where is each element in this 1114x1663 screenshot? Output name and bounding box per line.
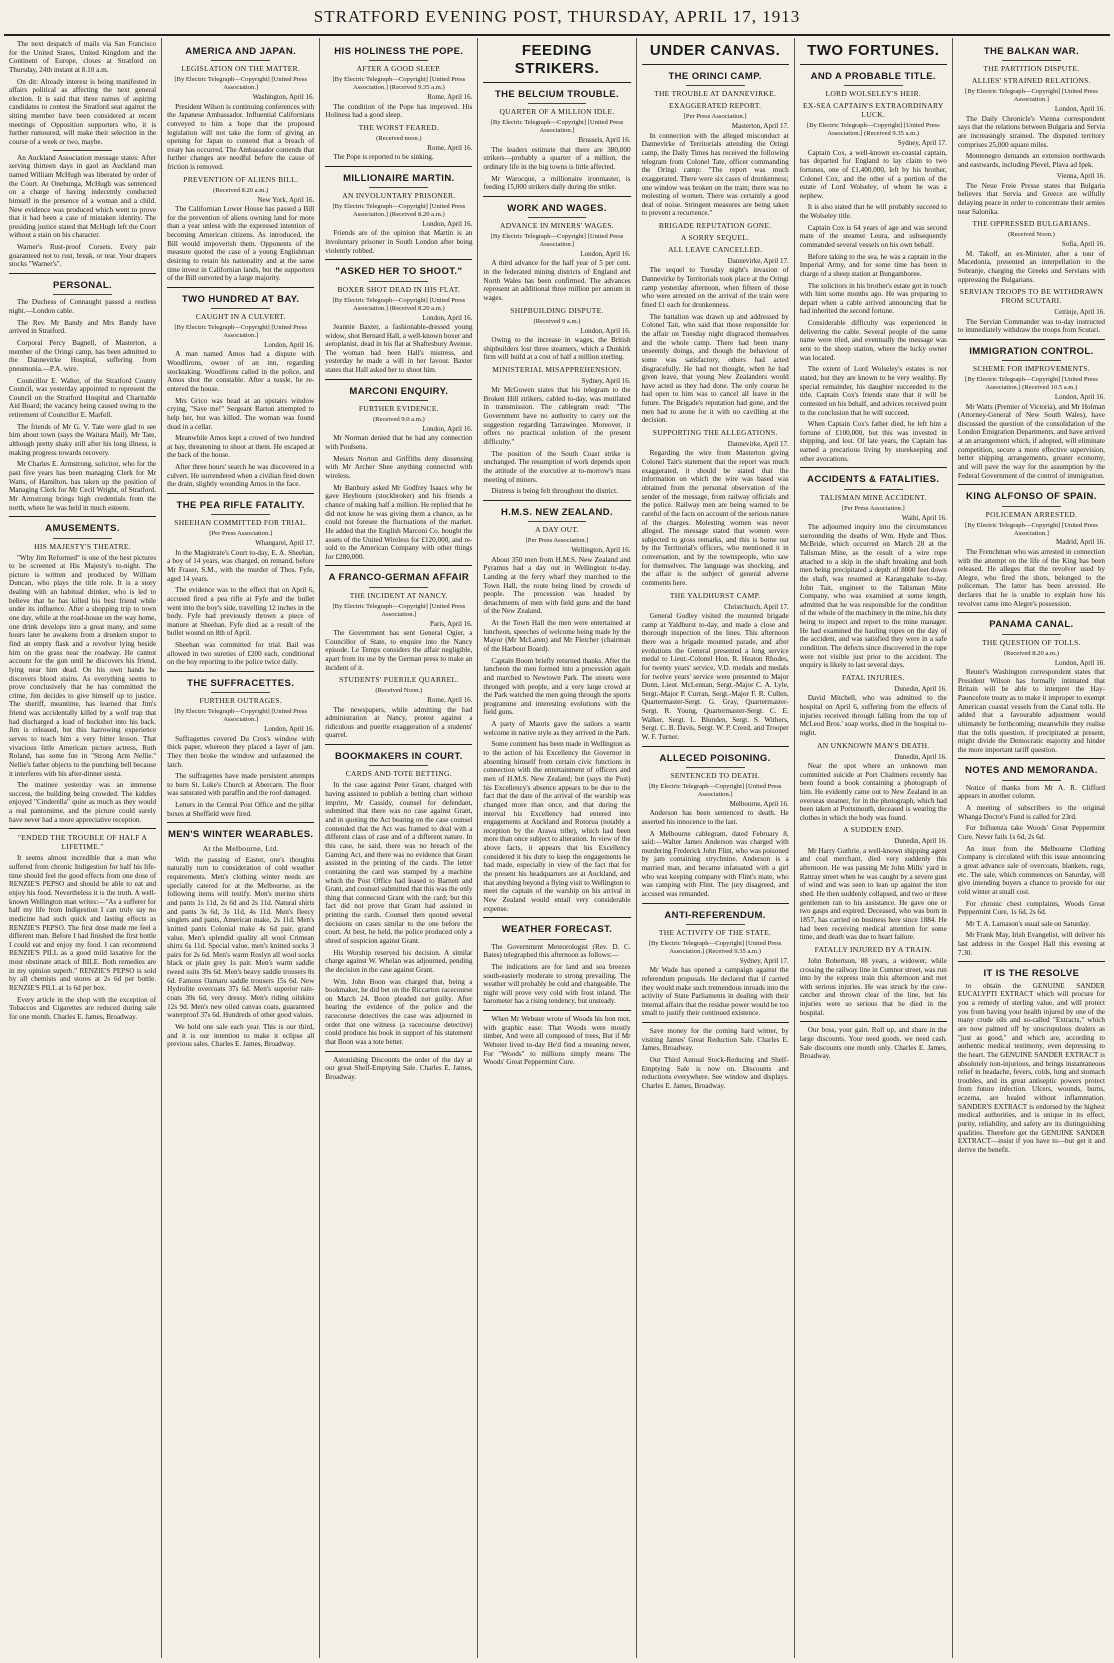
subheading: THE OPPRESSED BULGARIANS. <box>972 219 1091 229</box>
paragraph: Owing to the increase in wages, the British shipbuilders lost three steamers, which a Dunkirk firm will build at a cost of half a million sterling. <box>483 335 631 362</box>
paragraph: The evidence was to the effect that on April 6, accused fired a pea rifle at Fyfe and the bullet went into the boy's side, travelling 12 inches in the body. Fyfe had previously thrown a piece of manure at Sheehan. Fyfe died as a result of the bullet wound on 8th of April. <box>167 586 315 638</box>
credit-line: [By Electric Telegraph—Copyright] [United Press Association.] <box>174 76 308 92</box>
paragraph: Near the spot where an unknown man committed suicide at Port Chalmers recently has been found a book containing a photograph of him. He evidently came out to New Zealand in an overseas steamer, for in the photograph, which had been taken at Portsmouth, deceased is wearing the clothes in which the body was found. <box>799 761 947 822</box>
paragraph: An inset from the Melbourne Clothing Company is circulated with this issue announcing a great advance sale of overcoats, blankets, rugs, etc. The sale, which commences on Saturday, will give intending buyers a chance to provide for our cold winter at small cost. <box>957 844 1105 896</box>
paragraph: Mrs Grico was head at an upstairs window crying, "Save me!" Sergeant Barton attempted to help her, but was killed. The woman was found dead in a cellar. <box>167 396 315 431</box>
column-2 <box>162 38 320 1658</box>
received-line: (Received 8.20 a.m.) <box>1003 649 1059 657</box>
paragraph: Mr Charles E. Armstrong, solicitor, who for the past five years has been managing Clerk for Mr Watts, of Hamilton, has taken up the position of Managing Clerk for Mr Cecil Wright, of Stratford. Mr Armstrong brings high credentials from the north, where he was held in much esteem. <box>9 460 157 512</box>
paragraph: Captain Cox, a well-known ex-coastal captain, has departed for England to lay claim to two fortunes, one of £1,400,000, left by his brother, Colonel Cox, and the other of a portion of the estate of Lord Wolseley, of whom he was a nephew. <box>799 148 947 200</box>
subheading: THE PARTITION DISPUTE. <box>983 64 1080 74</box>
divider <box>686 85 745 86</box>
heading: ACCIDENTS & FATALITIES. <box>807 474 940 486</box>
paragraph: Reuter's Washington correspondent states that President Wilson has formally intimated that Britain will be able to interpret the Hay-Pauncefote treaty as to make it improper to exempt American coastal vessels from the Canal tolls. He added that a favourable adjustment would ultimately be forthcoming; meanwhile they realise that the tolls question, if precipitated at present, might divide the Democratic majority and hinder the more important tariff question. <box>957 668 1105 754</box>
divider <box>642 903 789 904</box>
divider <box>483 917 630 918</box>
paragraph: The solicitors in his brother's estate got in touch with him some months ago. He was preparing to depart when a cable arrived announcing that he had inherited the second fortune. <box>799 281 947 316</box>
heading: THE SUFFRACETTES. <box>187 678 295 689</box>
paragraph: The adjourned inquiry into the circumstances surrounding the deaths of Wm. Hyde and Thos. McBride, which occurred on March 28 at the Talisman Mine, as the result of a wire rope attached to a skip in the shaft breaking and both men being precipitated a depth of 8000 feet down the shaft, was resumed at Karangahake to-day. John Tait, engineer to the Talisman Mine Company, who was examined at some length, admitted that he was responsible for the condition of the whole of the machinery in the mine, his duty being to inspect and report to the mine manager. He had examined the hauling ropes on the day of the accident, and was satisfied they were in a safe condition. The defects since discovered in the rope were not visible just prior to the accident. The enquiry is likely to last several days. <box>799 523 947 670</box>
heading: THE ORINCI CAMP. <box>668 71 762 82</box>
dateline: Cettinje, April 16. <box>1054 308 1105 317</box>
paragraph: The Frenchman who was arrested in connection with the attempt on the life of the King has been released. He alleges that the revolver used by Alegre, who fired the shots, belonged to the policeman. The latter has been arrested. He declares that he is unable to explain how his revolver came into Alegre's possession. <box>957 547 1105 608</box>
paragraph: Save money for the coming hard winter, by visiting James' Great Reduction Sale. Charles E. James, Broadway. <box>641 1027 789 1053</box>
credit-line: [By Electric Telegraph—Copyright] [United Press Association.] (Received 8.20 a.m.) <box>332 203 466 219</box>
received-line: (Received Noon.) <box>375 687 423 695</box>
subheading: TALISMAN MINE ACCIDENT. <box>819 492 927 502</box>
subheading: AN INVOLUNTARY PRISONER. <box>342 191 456 201</box>
paragraph: His Worship reserved his decision. A similar charge against W. Whelan was adjourned, pending the decision in the case against Grant. <box>325 948 473 974</box>
paragraph: It seems almost incredible that a man who suffered from chronic Indigestion for half his life-time should feel the good effects from one dose of RENZIE'S PEPSO and should be able to eat and enjoy his food. Nevertheless it is the truth. A well-known Wellington man writes:—"As a sufferer for half my life from Indigestion I can truly say no medicine had such quick and lasting effects as RENZIE'S PEPSO. The first dose made me feel a different man. Before I had finished the first bottle I could eat and enjoy my food. I can recommend RENZIE'S PILL as a good mild laxative for the most obstinate attack of BILE. Both remedies are in my opinion superb." RENZIE'S PEPSO is sold by all chemists and stores at 2s 6d per bottle. RENZIE'S PILL at 1s 6d per box. <box>9 854 157 992</box>
divider <box>167 671 314 672</box>
dateline: Rome, April 16. <box>427 696 473 705</box>
credit-line: [By Electric Telegraph—Copyright] [United Press Association.] <box>965 521 1098 537</box>
paragraph: Mr Watts (Premier of Victoria), and Mr Holman (Attorney-General of New South Wales), have discussed the question of the consolidation of the London Emigration Departments, and have arrived at an arrangement which, if adopted, will eliminate competition, secure a more effective supervision, better shipping arrangements, greater economy, and will pave the way for the assumption by the Federal Government of the control of immigration. <box>957 402 1105 480</box>
credit-line: [By Electric Telegraph—Copyright] [United Press Association.] <box>965 88 1098 104</box>
dateline: Paris, April 16. <box>430 619 473 628</box>
subheading: THE QUESTION OF TOLLS. <box>982 637 1081 647</box>
paragraph: Mr Frank May, Irish Evangelist, will deliver his last address in the Gospel Hall this evening at 7.30. <box>957 931 1105 957</box>
subheading: At the Melbourne, Ltd. <box>202 843 279 853</box>
divider <box>528 103 587 104</box>
divider <box>167 287 314 288</box>
divider <box>483 1010 630 1011</box>
paragraph: Mr T. A. Lamason's usual sale on Saturday. <box>965 919 1091 928</box>
credit-line: [By Electric Telegraph—Copyright] [United Press Association.] (Received 10.5 a.m.) <box>965 376 1098 392</box>
divider <box>642 64 789 65</box>
heading: PERSONAL. <box>53 280 113 292</box>
divider <box>9 273 156 274</box>
heading: BOOKMAKERS IN COURT. <box>334 751 463 763</box>
column-7 <box>953 38 1110 1658</box>
banner-heading: FEEDING STRIKERS. <box>514 42 600 77</box>
paragraph: An Auckland Association message states: After serving thirteen days in gaol an Auckland man named William McHugh was liberated by order of the Court. At Onehunga, McHugh was sentenced on a charge of having indecently conducted himself in the presence of a woman and a child. New evidence was produced which went to prove that it had been a case of mistaken identity. The presiding justice stated that McHugh left the Court without a stain on his character. <box>9 153 157 240</box>
banner-heading: UNDER CANVAS. <box>649 42 781 59</box>
heading: IT IS THE RESOLVE <box>983 968 1080 980</box>
credit-line: [Per Press Association.] <box>209 530 273 538</box>
subheading: HIS MAJESTY'S THEATRE. <box>34 541 131 551</box>
dateline: London, April 16. <box>264 340 315 349</box>
divider <box>800 467 947 468</box>
paragraph: General Godley visited the mounted brigade camp at Yaldhurst to-day, and made a close and thorough inspection of the lines. This afternoon there was a brigade mounted parade, and after evolutions the General presented a long service medal to Lieut.-Colonel Hon. R. Heaton Rhodes, for twenty years' service, V.D. medals and medals for twelve years' service were presented to Major Dunn, Lieut. McLennan, Sergt.-Major C. A. Lyle, Sergt.-Major P. Curran, Sergt.-Major F. R. Cullen, Quartermaster-Sergt. G. Gray, Quartermaster-Sergt. R. Young, Quartermaster-Sergt. C. E. Walker, Sergt. L. Blunden, Sergt. S. Withers, Sergt. C. B. Davis, Sergt. W. P. Creed, and Trooper W. F. Turner. <box>641 612 789 742</box>
heading: AMERICA AND JAPAN. <box>185 46 297 57</box>
dateline: Rome, April 16. <box>427 143 473 152</box>
paragraph: About 350 men from H.M.S. New Zealand and Pyramus had a day out in Wellington to-day. Landing at the ferry wharf they marched to the Town Hall, the route being lined by crowds of people. The procession was headed by detachments of men with field guns and the band of the New Zealand. <box>483 555 631 616</box>
credit-line: [By Electric Telegraph—Copyright] [United Press Association.] (Received 8.20 a.m.) <box>332 296 466 312</box>
paragraph: The next despatch of mails via San Francisco for the United States, United Kingdom and the Continent of Europe, closes at Stratford on Thursday, 24th instant at 8.10 a.m. <box>9 40 157 74</box>
paragraph: The matinee yesterday was an immense success, the building being crowded. The kiddies enjoyed "Cinderella" quite as much as they would a real pantomime, and the picture could surely have never had a more appreciative reception. <box>9 781 157 824</box>
divider <box>211 514 270 515</box>
credit-line: [Per Press Association.] <box>525 537 589 545</box>
paragraph: Sheehan was committed for trial. Bail was allowed in two sureties of £200 each, conditional on the boy reporting to the police twice daily. <box>167 641 315 667</box>
received-line: (Received 9 a.m.) <box>533 317 581 325</box>
subheading: POLICEMAN ARRESTED. <box>985 509 1078 519</box>
paragraph: Warner's Rust-proof Corsets. Every pair guaranteed not to rust, break, or tear. Your drapers stocks "Warner's". <box>9 243 157 269</box>
dateline: Dunedin, April 16. <box>894 752 947 761</box>
divider <box>9 828 156 829</box>
divider <box>369 587 428 588</box>
subheading: ALL LEAVE CANCELLED. <box>668 245 763 255</box>
subheading: PREVENTION OF ALIENS BILL. <box>183 174 299 184</box>
dateline: Vienna, April 16. <box>1056 172 1105 181</box>
dateline: London, April 16. <box>264 725 315 734</box>
heading: MEN'S WINTER WEARABLES. <box>167 829 314 841</box>
divider <box>958 961 1105 962</box>
paragraph: Distress is being felt throughout the district. <box>491 487 618 496</box>
dateline: Dannevirke, April 17. <box>727 440 789 449</box>
dateline: Madrid, April 16. <box>1055 538 1105 547</box>
divider <box>483 500 630 501</box>
credit-line: [Per Press Association.] <box>683 113 747 121</box>
subheading: MINISTERIAL MISAPPREHENSION. <box>492 364 622 374</box>
divider <box>642 746 789 747</box>
heading: THE PEA RIFLE FATALITY. <box>176 499 305 511</box>
divider <box>686 767 745 768</box>
paragraph: For Influenza take Woods' Great Peppermint Cure. Never fails 1s 6d, 2s 6d. <box>957 824 1105 842</box>
paragraph: Suffragettes covered Du Cros's window with thick paper, whereon they placed a layer of jam. They then broke the window and unfastened the latch. <box>167 734 315 769</box>
paragraph: Councillor E. Walter, of the Stratford County Council, was yesterday appointed to represent the Council on the Stratford Hospital and Charitable Aid Board; the vacancy being caused owing to the retirement of Councillor E. Marfell. <box>9 376 157 420</box>
divider <box>958 339 1105 340</box>
paragraph: The Californian Lower House has passed a Bill for the prevention of aliens owning land for more than a year unless with the expressed intention of becoming American citizens. As introduced, the Bill would impoverish them. Opponents of the measure quoted the case of a young Englishman desiring to retain his nationality and at the same time invest in Californian lands, but the supporters of the Bill outvoted by a large majority. <box>167 205 315 283</box>
heading: H.M.S. NEW ZEALAND. <box>500 506 614 518</box>
dateline: Dunedin, April 16. <box>894 837 947 846</box>
paragraph: The battalion was drawn up and addressed by Colonel Tait, who said that those responsible for the affair on Tuesday night disgraced themselves and the whole camp. There had been many unseemly doings, and though the behaviour of some was satisfactory, others had acted disgracefully. He had not thought, when he had given leave, that young New Zealanders would have acted as they had done. The only course he had open to him was to cancel all leave in the future. The Brigade's reputation had gone, and the men had to atone for it with no cavilling at the decision. <box>641 312 789 425</box>
subheading: CARDS AND TOTE BETTING. <box>345 769 452 779</box>
divider <box>958 612 1105 613</box>
paragraph: The Rev. Mr Bandy and Mrs Bandy have arrived in Stratford. <box>9 318 157 336</box>
heading: HIS HOLINESS THE POPE. <box>334 46 464 57</box>
paragraph: Mr Harry Guthrie, a well-known shipping agent and coal merchant, died very suddenly this afternoon. He was passing Mr John Mills' yard in Rattray street when he was caught by a severe gust of wind and was seen to lean up against the iron shed. He then suddenly collapsed, and two or three gentlemen ran to his assistance. He gave one or two gasps and expired. Deceased, who was born in 1857, has carried on business here since 1884. He had been receiving medical attention for some time, and death was due to heart failure. <box>799 846 947 942</box>
divider <box>211 692 270 693</box>
paragraph: Meanwhile Amos kept a crowd of two hundred at bay, threatening to shoot at them. He escaped at the back of the house. <box>167 434 315 460</box>
subheading: THE TROUBLE AT DANNEVIRKE. <box>654 89 777 99</box>
paragraph: The Government has sent General Ogier, a Councillor of State, to enquire into the Nancy episode. Le Temps considers the affair negligible, apart from its use by the German press to make an incident of it. <box>325 629 473 672</box>
heading: AND A PROBABLE TITLE. <box>810 71 936 82</box>
dateline: London, April 16. <box>1054 658 1105 667</box>
subheading: BOXER SHOT DEAD IN HIS FLAT. <box>337 284 461 294</box>
paragraph: Astonishing Discounts the order of the day at our great Shelf-Emptying Sale. Charles E. James, Broadway. <box>325 1055 473 1081</box>
paragraph: In the Magistrate's Court to-day, E. A. Sheehan, a boy of 14 years, was charged, on remand, before Mr Fraser, S.M., with the murder of Thos. Fyfe, aged 14 years. <box>167 548 315 583</box>
subheading: FURTHER EVIDENCE. <box>358 404 439 414</box>
subheading: LEGISLATION ON THE MATTER. <box>181 64 301 74</box>
paragraph: President Wilson is continuing conferences with the Japanese Ambassador. Influential Californians conveyed to him a hope that the proposed legislation will not take the form of giving an opening for Japan to contend that a breach of treaty has occurred. The Ambassador contends that further changes are needful before the cause of friction is removed. <box>167 102 315 172</box>
dateline: New York, April 16. <box>257 195 315 204</box>
divider <box>167 493 314 494</box>
subheading: STUDENTS' PUERILE QUARREL. <box>339 675 459 685</box>
dateline: Masterton, April 17. <box>731 122 789 131</box>
divider <box>325 259 472 260</box>
heading: IMMIGRATION CONTROL. <box>969 345 1094 357</box>
heading: TWO HUNDRED AT BAY. <box>181 293 300 305</box>
credit-line: [By Electric Telegraph—Copyright] [United Press Association.] <box>490 233 624 249</box>
dateline: Sofia, April 16. <box>1061 240 1105 249</box>
page-columns <box>4 38 1110 1658</box>
dateline: London, April 16. <box>1054 393 1105 402</box>
paragraph: Captain Cox is 64 years of age and was second mate of the steamer Leura, and subsequently commanded several vessels on his own behalf. <box>799 223 947 249</box>
credit-line: [By Electric Telegraph—Copyright] [United Press Association.] <box>174 708 308 724</box>
divider <box>369 281 428 282</box>
paragraph: to obtain the GENUINE SANDER EUCALYPTI EXTRACT which will procure for you a remedy of sterling value, and will protect you from having your health injured by one of the many crude oils and so-called "Extracts," which are now palmed off by unscrupulous dealers as "just as good," and which are, according to authentic medical testimony, even depressing to the heart. The GENUINE SANDER EXTRACT is absolutely non-injurious, and brings instantaneous relief in headache, fevers, colds, lung and stomach troubles, and its great antiseptic powers protect from future infection. Ulcers, wounds, burns, eczema, are healed without inflammation. SANDER'S EXTRACT is endorsed by the highest medical authorities, and is unique in its effect, purity, reliability, and safety are its distinguishing qualities. Therefore get the GENUINE SANDER EXTRACT—insist if you have to—but get it and derive the benefit. <box>957 981 1105 1154</box>
paragraph: The Pope is reported to be sinking. <box>333 153 434 162</box>
paragraph: Corporal Percy Bagnell, of Masterton, a member of the Oringi camp, has been admitted to the Dannevirke Hospital, suffering from pneumonia.—P.A. wire. <box>9 338 157 373</box>
received-line: (Received 9.0 a.m.) <box>372 416 425 424</box>
credit-line: [By Electric Telegraph—Copyright] [United Press Association.] <box>174 324 308 340</box>
subheading: ALLIES' STRAINED RELATIONS. <box>972 76 1091 86</box>
paragraph: The newspapers, while admitting the bad administration at Nancy, protest against a ridiculous and puerile exaggeration of a students' quarrel. <box>325 705 473 740</box>
divider <box>211 60 270 61</box>
subheading: SHEEHAN COMMITTED FOR TRIAL. <box>174 518 308 528</box>
divider <box>1002 780 1061 781</box>
paragraph: Jeannie Baxter, a fashionable-dressed young widow, shot Bernard Hall, a well-known boxer and aeroplanist, dead in his flat at Shaftesbury Avenue. The woman had been Hall's mistress, and yesterday he made a will in her favour. Baxter states that Hall asked her to shoot him. <box>325 322 473 375</box>
divider <box>800 64 947 65</box>
paragraph: John Robertson, 88 years, a widower, while crossing the railway line in Cumnor street, was run into by the express train this afternoon and met with serious injuries. He was struck by the cow-catcher and thrown clear of the line, but his injuries were so serious that he died in the hospital. <box>799 956 947 1017</box>
paragraph: Our boss, your gain. Roll up, and share in the large discounts. Your need goods, we need cash. Sale discounts one month only. Charles E. James, Broadway. <box>799 1026 947 1061</box>
subheading: ADVANCE IN MINERS' WAGES. <box>499 221 614 231</box>
received-line: (Received noon.) <box>376 134 422 142</box>
heading: AMUSEMENTS. <box>45 523 120 535</box>
paragraph: The suffragettes have made persistent attempts to burn St. Luke's Church at Abercarn. The floor was saturated with paraffin and the roof damaged. <box>167 772 315 798</box>
credit-line: [By Electric Telegraph—Copyright] [United Press Association.] <box>332 602 466 618</box>
divider <box>325 744 472 745</box>
paragraph: The Neue Freie Presse states that Bulgaria believes that Servia and Greece are wilfully delaying peace in order to concentrate their armies near Salonika. <box>957 181 1105 216</box>
dateline: Christchurch, April 17. <box>724 602 789 611</box>
divider <box>325 565 472 566</box>
subheading: FATAL INJURIES. <box>841 672 905 682</box>
dateline: Waihi, April 16. <box>901 513 947 522</box>
paragraph: Mr Wade has opened a campaign against the referendum proposals. He declared that if carried they would make such tremendous inroads into the activity of State Parliaments in dealing with their internal affairs that the residue power would be too small to justify their continued existence. <box>641 966 789 1018</box>
dateline: Dunedin, April 16. <box>894 684 947 693</box>
paragraph: When Captain Cox's father died, he left him a fortune of £100,000, but this was invested in shipping, and lost. Of late years, the Captain has earned a precarious living by storekeeping and other avocations. <box>799 420 947 463</box>
dateline: Rome, April 16. <box>427 93 473 102</box>
paragraph: Every article in the shop with the exception of Tobaccos and Cigarettes are reduced during sale for one month. Charles E. James, Broadway. <box>9 995 157 1021</box>
divider <box>1002 360 1061 361</box>
dateline: Sydney, April 16. <box>581 376 631 385</box>
column-6 <box>795 38 953 1658</box>
dateline: London, April 16. <box>422 425 473 434</box>
paragraph: After three hours' search he was discovered in a culvert. He surrendered when a civilian fired down the drain, slightly wounding Amos in the face. <box>167 463 315 489</box>
divider <box>958 484 1105 485</box>
paragraph: Messrs Norton and Griffiths deny dissensing with Mr Archer Shee anything connected with wireless. <box>325 454 473 481</box>
subheading: SERVIAN TROOPS TO BE WITHDRAWN FROM SCUTARI. <box>959 287 1104 306</box>
heading: NOTES AND MEMORANDA. <box>965 765 1098 777</box>
subheading: QUARTER OF A MILLION IDLE. <box>499 107 615 117</box>
divider <box>325 1051 472 1052</box>
subheading: "ENDED THE TROUBLE OF HALF A LIFETIME." <box>17 833 148 852</box>
masthead <box>4 0 1110 36</box>
subheading: THE YALDHURST CAMP. <box>669 590 761 600</box>
paragraph: For chronic chest complaints, Woods Great Peppermint Cure, 1s 6d, 2s 6d. <box>957 899 1105 917</box>
paragraph: The extent of Lord Wolseley's estates is not stated, but they are known to be very wealthy. By special remainder, his daughter succeeded to the title. Captain Cox's friends state that it will be contested on his behalf, and advices received point to the conclusion that he will succeed. <box>799 365 947 417</box>
heading: A FRANCO-GERMAN AFFAIR <box>328 572 470 584</box>
paragraph: Friends are of the opinion that Martin is an involuntary prisoner in South London after being violently robbed. <box>325 229 473 255</box>
paragraph: A Melbourne cablegram, dated February 8, said:—Walter James Anderson was charged with murdering Frederick John Flint, who was poisoned by jam containing strychnine. Anderson is a married man, and became infatuated with a girl who was keeping company with Flint's mate, who was camping with Flint. The jury disagreed, and accused was remanded. <box>641 829 789 899</box>
subheading: CAUGHT IN A CULVERT. <box>195 312 286 322</box>
credit-line: [By Electric Telegraph—Copyright] [United Press Association.] <box>648 783 782 798</box>
heading: WORK AND WAGES. <box>507 202 607 214</box>
received-line: (Received 8.20 a.m.) <box>213 186 269 194</box>
divider <box>483 82 630 83</box>
paragraph: The Government Meteorologist (Rev. D. C. Bates) telegraphed this afternoon as follows:— <box>483 942 631 960</box>
paragraph: Our Third Annual Stock-Reducing and Shelf-Emptying Sale is now on. Discounts and reductions everywhere. See window and displays. Charles E. James, Broadway. <box>641 1056 789 1090</box>
heading: KING ALFONSO OF SPAIN. <box>966 491 1097 503</box>
divider <box>53 150 112 151</box>
paragraph: The position of the South Coast strike is unchanged. The resumption of work depends upon the attitude of the executive at to-morrow's mass meeting of miners. <box>483 449 631 484</box>
paragraph: Mr Warocque, a millionaire ironmaster, is feeding 15,000 strikers daily during the strike. <box>483 174 631 192</box>
divider <box>686 924 745 925</box>
divider <box>483 196 630 197</box>
heading: THE BELCIUM TROUBLE. <box>494 89 620 100</box>
paragraph: David Mitchell, who was admitted to the hospital on April 6, suffering from the effects of injuries received through falling from the top of McLeod Bros.' soap works, died in the hospital to-night. <box>799 694 947 737</box>
dateline: Wellington, April 16. <box>571 546 631 555</box>
paragraph: Montenegro demands an extension northwards and eastwards, including Plevel, Plava ad Ipek. <box>957 152 1105 169</box>
divider <box>369 60 428 61</box>
divider <box>844 85 903 86</box>
dateline: Whangarei, April 17. <box>255 539 315 548</box>
subheading: FATALLY INJURED BY A TRAIN. <box>814 944 932 954</box>
divider <box>844 489 903 490</box>
paragraph: We hold one sale each year. This is our third, and it is our intention to make it eclipse all previous sales. Charles E. James, Broadway. <box>167 1022 315 1049</box>
paragraph: M. Takoff, an ex-Minister, after a tour of Macedonia, presented an interpellation to the Sobranje, charging the Greeks and Servians with oppressing the Bulgarians. <box>957 249 1105 284</box>
paragraph: Mr Norman denied that he had any connection with Poulsens. <box>325 434 473 452</box>
subheading: SCHEME FOR IMPROVEMENTS. <box>972 364 1090 374</box>
heading: MARCONI ENQUIRY. <box>349 385 449 397</box>
paragraph: On dit: Already interest is being manifested in affairs political as affecting the next general election. It is said that three names of aspiring candidates to contest the Stratford seat against the sitting member have been considered at recent meetings of Opposition supporters who, it is further rumoured, will make their selection in the course of a week or two, maybe. <box>9 77 157 147</box>
divider <box>800 1021 947 1022</box>
paragraph: At the Town Hall the men were entertained at luncheon, speeches of welcome being made by the Mayor (Mr McLaren) and Mr Fletcher (chairman of the Harbour Board). <box>483 619 631 653</box>
paragraph: Notice of thanks from Mr A. R. Clifford appears in another column. <box>957 783 1105 801</box>
paragraph: Considerable difficulty was experienced in delivering the cable. Several people of the same name were tried, and eventually the message was sent to the sheep station, where the lucky owner was located. <box>799 319 947 362</box>
dateline: London, April 16. <box>422 313 473 322</box>
heading: PANAMA CANAL. <box>989 619 1074 631</box>
banner-heading: TWO FORTUNES. <box>807 42 940 59</box>
paragraph: Mr Banbury asked Mr Godfrey Isaacs why he gave Heybourn (stockbroker) and his friends a chance of making half a million. He replied that he did not know he was giving them a chance, as he could not foresee the fluctuations of the market. He added that the English Marconi Co. bought the assets of the United Wireless for £120,000, and re-sold to the American Company with other things for £280,000. <box>325 483 473 561</box>
divider <box>528 939 587 940</box>
divider <box>1002 506 1061 507</box>
dateline: Melbourne, April 16. <box>729 799 789 808</box>
dateline: London, April 16. <box>580 326 631 335</box>
divider <box>53 538 112 539</box>
paragraph: Regarding the wire from Masterton giving Colonel Tait's statement that the report was much exaggerated, it should be stated that the information on which the wire was based was obtained from the personal observation of the sender of the message, from railway officials and the police. Railway men are being warned to be careful of the facts on account of the serious nature of the charges. Molesting women was never alleged. The message stated that women were subjected to gross remarks, and this is borne out by the Territorial's officers, who mentioned it in conversation, and by the townspeople, who saw for themselves. The language was shocking, and the affair is the subject of general adverse comments here. <box>641 449 789 588</box>
divider <box>958 758 1105 759</box>
subheading: BRIGADE REPUTATION GONE. <box>658 221 772 231</box>
paragraph: "Why Jim Reformed" is one of the best pictures to be screened at His Majesty's to-night. The picture is written and produced by William Duncan, who plays the title role. It is a story dealing with an habitual drinker, who is led to believe that he has killed his best friend while under its influence. After a shopping trip to town one day, while at the road-house on the way home, one drink develops into a great many, and some hours later he awakens from a drunken stupor to find an empty flask and a revolver lying beside him on the grass near the roadway. He cannot account for the gun until he discovers his friend, lying near him dead. On his own hands he discovers blood stains. As everything seems to prove conclusively that he has committed the crime, Jim decides to give himself up to justice. The sheriff, meantime, has learned that Jim's friend was accidentally killed by a wolf trap that had discharged a load of buckshot into his back. Jim is released, but this harrowing experience serves to teach him a very bitter lesson. That vivacious little American picture actress, Ruth Roland, has some fun in "Strong Arm Nellie." Nellie's father objects to the punching bell because it interferes with his after-dinner siesta. <box>9 553 157 778</box>
column-5 <box>637 38 795 1658</box>
divider <box>325 166 472 167</box>
paragraph: The Servian Commander was to-day instructed to immediately withdraw the troops from Scutari. <box>957 317 1105 335</box>
column-4 <box>478 38 636 1658</box>
paragraph: The leaders estimate that there are 380,000 strikers—probably a quarter of a million, the ordinary life in the big towns is little affected. <box>483 145 631 171</box>
credit-line: [By Electric Telegraph—Copyright] [United Press Association.] <box>490 119 624 135</box>
subheading: SENTENCED TO DEATH. <box>670 771 760 781</box>
divider <box>642 1022 789 1023</box>
subheading: EX-SEA CAPTAIN'S EXTRAORDINARY LUCK. <box>802 101 944 120</box>
divider <box>9 516 156 517</box>
subheading: LORD WOLSELEY'S HEIR. <box>825 89 922 99</box>
credit-line: [Per Press Association.] <box>841 504 905 512</box>
subheading: SHIPBUILDING DISPUTE. <box>510 305 604 315</box>
paragraph: Anderson has been sentenced to death. He asserted his innocence to the last. <box>641 809 789 826</box>
heading: ALLECED POISONING. <box>659 752 771 764</box>
paragraph: Some comment has been made in Wellington as to the action of his Excellency the Governor in absenting himself from certain civic functions in connection with the entertainment of officers and men of H.M.S. New Zealand; but (says the Post) his Excellency's absence appears to be due to the fact that the date of the arrival of the warship was changed more than once, and that during the interval his Excellency had entered into engagements at Auckland and Rotorua (notably a reception by the Arawa tribe), which had been more than once subject to alteration. In view of the above facts, it appears that his Excellency considered it his duty to keep the engagements he had made, especially in view of the fact that for the present his headquarters are at Auckland, and that anything beyond a flying visit to Wellington to meet the captain of the warship on his arrival in New Zealand would entail very considerable expense. <box>483 740 631 913</box>
divider <box>369 765 428 766</box>
subheading: THE WORST FEARED. <box>358 122 440 132</box>
paragraph: A third advance for the half year of 5 per cent. in the federated mining districts of England and North Wales has been confirmed. The advances represent an additional three million per annum in wages. <box>483 259 631 302</box>
column-1 <box>4 38 162 1658</box>
dateline: Dannevirke, April 17. <box>727 257 789 266</box>
dateline: London, April 16. <box>1054 105 1105 114</box>
heading: WEATHER FORECAST. <box>501 924 613 936</box>
paragraph: The Duchess of Connaught passed a restless night.—London cable. <box>9 298 157 316</box>
paragraph: The sequel to Tuesday night's invasion of Dannevirke by Territorials took place at the Oringi camp yesterday afternoon, when fifteen of those who were arrested on the arrival of the train were fined £1 each for drunkenness. <box>641 266 789 310</box>
divider <box>1002 634 1061 635</box>
received-line: (Received Noon.) <box>1007 231 1055 239</box>
paragraph: A party of Maoris gave the sailors a warm welcome in native style as they arrived in the Park. <box>483 720 631 737</box>
paragraph: In connection with the alleged misconduct at Dannevirke of Territorials attending the Oringi camp, the Daily Times has received the following telegram from Colonel Tate, officer commanding the Oringi camp: "The report was much exaggerated. There were six cases of drunkenness; one window was broken on the train; there was no molesting of women. There was certainly a good deal of noise. Stringent measures are being taken to prevent a recurrence." <box>641 131 789 218</box>
divider <box>528 217 587 218</box>
paragraph: The condition of the Pope has improved. His Holiness had a good sleep. <box>325 102 473 120</box>
dateline: Brussels, April 16. <box>578 136 631 145</box>
column-3 <box>320 38 478 1658</box>
paragraph: A meeting of subscribers to the original Whanga Doctor's Fund is called for 23rd. <box>957 804 1105 821</box>
credit-line: [By Electric Telegraph—Copyright] [United Press Association.] (Received 9.35 a.m.) <box>332 76 466 92</box>
subheading: AFTER A GOOD SLEEP. <box>356 64 442 74</box>
subheading: THE INCIDENT AT NANCY. <box>349 590 448 600</box>
subheading: A DAY OUT. <box>535 525 579 535</box>
divider <box>53 294 112 295</box>
divider <box>369 187 428 188</box>
paragraph: A man named Amos had a dispute with Woodfirons, owner of an inn, regarding stocktaking. Woodfirons called in the police, and Amos shot the constable. After a tussle, he re-entered the house. <box>167 350 315 393</box>
dateline: London, April 16. <box>422 220 473 229</box>
dateline: Sydney, April 17. <box>897 139 947 148</box>
heading: THE BALKAN WAR. <box>983 46 1080 57</box>
masthead-title: STRATFORD EVENING POST, THURSDAY, APRIL 17, 1913 <box>313 7 801 26</box>
subheading: EXAGGERATED REPORT. <box>669 101 762 111</box>
credit-line: [By Electric Telegraph—Copyright] [United Press Association.] (Received 9.35 a.m.) <box>806 122 940 138</box>
subheading: A SUDDEN END. <box>843 825 904 835</box>
subheading: A SORRY SEQUEL. <box>681 233 750 243</box>
subheading: AN UNKNOWN MAN'S DEATH. <box>817 740 930 750</box>
subheading: THE ACTIVITY OF THE STATE. <box>658 928 772 938</box>
paragraph: The indications are for land and sea breezes south-easterly moderate to strong prevailing. The weather will probably be cold and changeable. The night will prove very cold with frost inland. The barometer has a rising tendency, but unsteady. <box>483 962 631 1006</box>
heading: MILLIONAIRE MARTIN. <box>343 172 455 184</box>
paragraph: The Daily Chronicle's Vienna correspondent says that the relations between Bulgaria and Servia are increasingly strained. The disputed territory comprises 25,000 square miles. <box>957 114 1105 149</box>
paragraph: Letters in the Central Post Office and the pillar boxes at Sheffield were fired. <box>167 801 315 818</box>
divider <box>325 379 472 380</box>
divider <box>369 400 428 401</box>
subheading: FURTHER OUTRAGES. <box>199 696 282 706</box>
credit-line: [By Electric Telegraph—Copyright] [United Press Association.] (Received 9.35 a.m.) <box>648 940 782 955</box>
paragraph: In the case against Peter Grant, charged with having assisted to publish a betting chart without imprint, Mr Cassidy, counsel for defendant, submitted that there was no case against Grant, and in quoting the Act bearing on the case counsel contended that the Act was framed to deal with a different class of case and of a different nature. In this case, he said, there was no breach of the Gaming Act, and there was no evidence that Grant assisted in the printing of the cards. The letter containing the card was stamped by a machine which the Post Office had leased to Barnett and Grant, and counsel submitted that this was the only thing that connected Grant with the card; but this fact did not prove that Grant had assisted in printing the cards. Counsel then quoted several decisions on cases similar to the one before the court. At best, he held, the police produced only a shred of suspicion against Grant. <box>325 781 473 945</box>
paragraph: When Mr Webster wrote of Woods his bon mot, with graphic ease: That Woods were mostly timber, And were all composed of trees, But if Mr Webster lived to-day He'd find a meaning newer, For "Woods" to millions simply means The Woods' Great Peppermint Cure. <box>483 1015 631 1067</box>
paragraph: The friends of Mr G. V. Tate were glad to see him about town (says the Waitara Mail). Mr Tate, although pretty shaky still after his long illness, is making progress towards recovery. <box>9 422 157 457</box>
paragraph: Mr McGowen states that his telegram to the Broken Hill strikers, cabled to-day, was mutilated in transmission. The cablegram read: "The Government have no authority to carry out the suggestion regarding Tarrawingee. Moreover, it offers no practical solution of the present difficulty." <box>483 386 631 447</box>
dateline: Washington, April 16. <box>252 93 315 102</box>
paragraph: It is also stated that he will probably succeed to the Wolseley title. <box>799 203 947 221</box>
divider <box>528 521 587 522</box>
dateline: Sydney, April 17. <box>739 956 789 965</box>
paragraph: Wm. John Boon was charged that, being a bookmaker, he did bet on the Riccarton racecourse on March 24. Boon pleaded not guilty. After hearing the evidence of the police and the racecourse detectives the case was adjourned in order that one witness (a racecourse detective) could produce his book in support of his statement that Boon was a tote better. <box>325 977 473 1047</box>
divider <box>1002 60 1061 61</box>
heading: "ASKED HER TO SHOOT." <box>335 266 463 278</box>
divider <box>167 822 314 823</box>
paragraph: Captain Boom briefly returned thanks. After the luncheon the men formed into a procession again and marched to Newtown Park. The streets were thronged with people, and a very large crowd at the Park watched the men going through the sports programme and interesting evolutions with the field guns. <box>483 656 631 717</box>
divider <box>211 308 270 309</box>
subheading: SUPPORTING THE ALLEGATIONS. <box>652 428 778 438</box>
heading: ANTI-REFERENDUM. <box>664 909 766 921</box>
paragraph: With the passing of Easter, one's thoughts naturally turn to consideration of cold weather requirements. Men's clothing winter needs are specially catered for at the Melbourne, as the following items will testify. Men's merino shirts and pants 1s 11d, 2s 6d and 2s 11d. Natural shirts and pants 3s 6d, 3s 11d, 4s 11d. Men's fleecy singlets and pants, American make, 2s 11d. Men's knitted pants Colonial make 4s 6d pair, grand value. Men's splendid quality all wool Crimean shirts 6s 11d. Special value, men's knitted socks 3 pairs for 2s 6d. Men's warm Roslyn all wool socks black or plain grey 1s pair. Men's warm saddle tweed suits 39s 6d. Men's heavy saddle trousers 8s 6d. Famous Oamaru saddle trousers 15s 6d. New Hydrolite overcoats 37s 6d. Men's superior rain-coats 39s 6d, very dressy. Men's riding oilskins 12s 9d. Men's new oiled canvas coats, guaranteed waterproof 37s 6d. Hundreds of other good values. <box>167 855 315 1020</box>
dateline: London, April 16. <box>580 250 631 258</box>
paragraph: Before taking to the sea, he was a captain in the Imperial Army, and for some time has been in charge of a sheep station at Bungamboree. <box>799 252 947 278</box>
